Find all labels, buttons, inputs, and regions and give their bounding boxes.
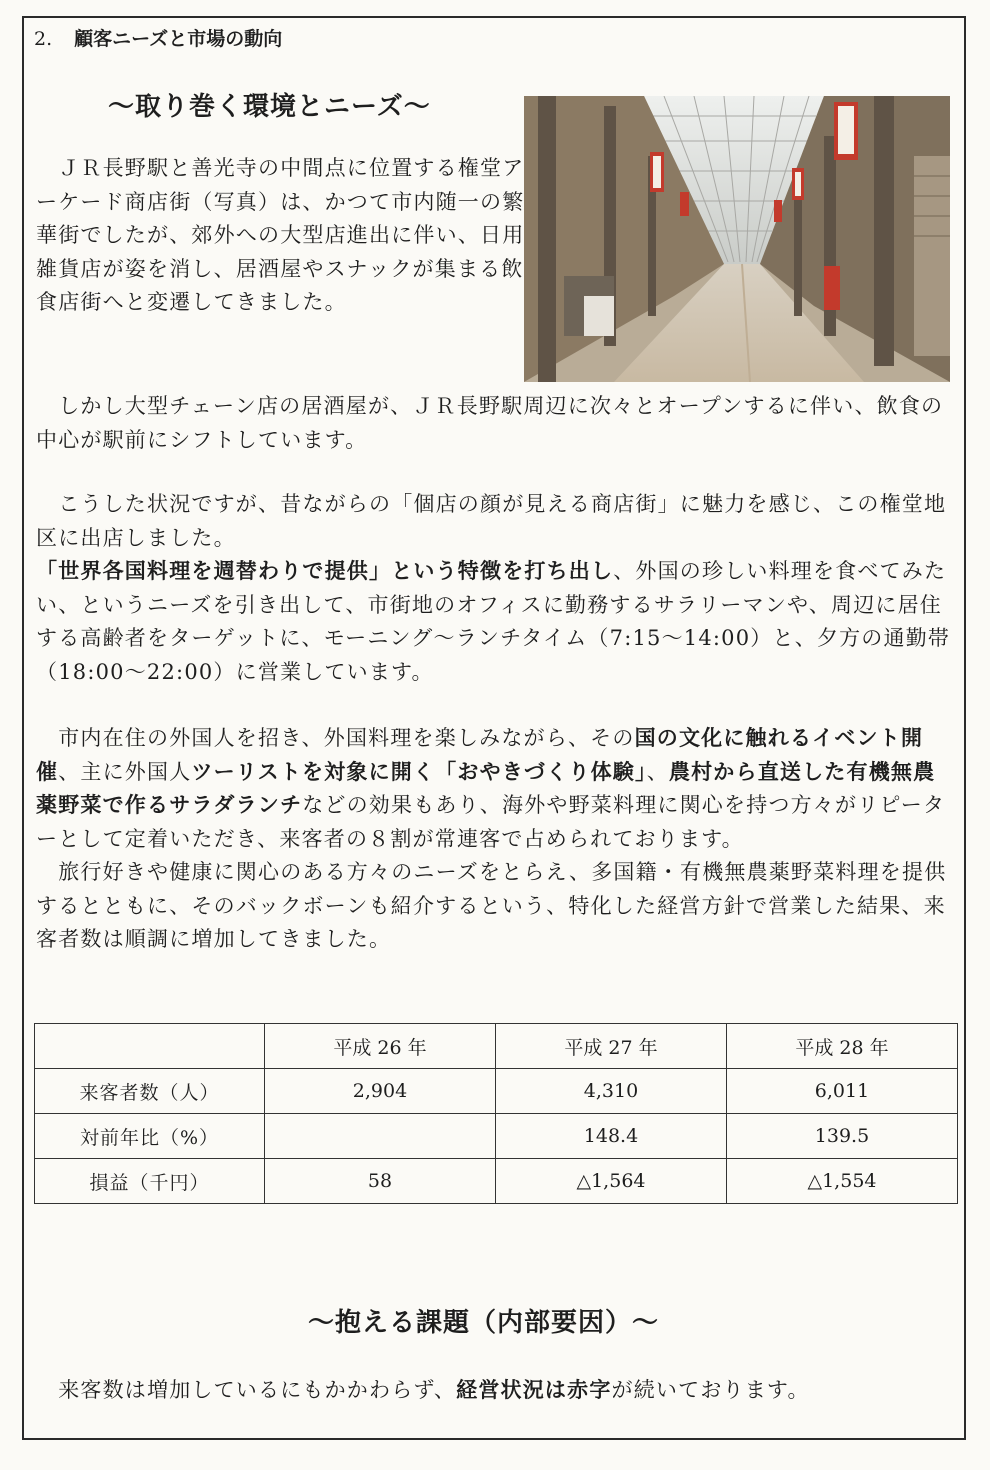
heading-internal-issues: ～抱える課題（内部要因）～ xyxy=(308,1308,660,1338)
section-number: 2. xyxy=(34,28,53,50)
table-cell: 148.4 xyxy=(496,1114,727,1159)
events-bold-3: 農村から直送した有機無農薬野菜で作るサラダランチ xyxy=(36,759,936,817)
paragraph-deficit xyxy=(36,1374,956,1408)
table-header-row xyxy=(35,1024,958,1069)
events-text-4: などの効果もあり、海外や野菜料理に関心を持つ方々がリピーターとして定着いただき、来客者の８割が常連客で占められております。 xyxy=(36,793,946,851)
table-header-cell: 平成 26 年 xyxy=(265,1024,496,1069)
results-text: 旅行好きや健康に関心のある方々のニーズをとらえ、多国籍・有機無農薬野菜料理を提供するとともに、そのバックボーンも紹介するという、特化した経営方針で営業した結果、来客者数は順調に増加してきました。 xyxy=(36,860,947,951)
events-text-3: 、 xyxy=(646,759,669,784)
deficit-text-2: が続いております。 xyxy=(611,1378,810,1402)
row-label: 来客者数（人） xyxy=(35,1069,265,1114)
table-row xyxy=(35,1114,958,1159)
paragraph-arcade-history-text: ＪＲ長野駅と善光寺の中間点に位置する権堂アーケード商店街（写真）は、かつて市内随一の繁華街でしたが、郊外への大型店進出に伴い、日用雑貨店が姿を消し、居酒屋やスナックが集まる飲食店街へと変遷してきました。 xyxy=(36,156,525,314)
paragraph-chain-competition xyxy=(36,390,956,457)
events-bold-1: 国の文化に触れるイベント開催 xyxy=(36,726,924,784)
events-bold-2: ツーリストを対象に開く「おやきづくり体験」 xyxy=(191,759,647,784)
table-cell: 6,011 xyxy=(727,1069,958,1114)
concept-intro-text: こうした状況ですが、昔ながらの「個店の顔が見える商店街」に魅力を感じ、この権堂地区に出店しました。 xyxy=(36,492,947,550)
table-header-cell: 平成 28 年 xyxy=(727,1024,958,1069)
table-cell: 4,310 xyxy=(496,1069,727,1114)
table-cell xyxy=(265,1114,496,1159)
arcade-photo xyxy=(524,96,950,382)
deficit-bold: 経営状況は赤字 xyxy=(456,1378,612,1402)
events-text-1: 市内在住の外国人を招き、外国料理を楽しみながら、その xyxy=(58,726,635,750)
section-title xyxy=(34,24,282,51)
concept-highlight-text: 「世界各国料理を週替わりで提供」という特徴を打ち出し xyxy=(36,559,614,583)
section-title-text: 顧客ニーズと市場の動向 xyxy=(74,28,283,50)
table-row xyxy=(35,1069,958,1114)
table-row xyxy=(35,1159,958,1204)
deficit-text-1: 来客数は増加しているにもかかわらず、 xyxy=(58,1378,457,1402)
customer-stats-table xyxy=(34,1023,958,1204)
table-cell: 139.5 xyxy=(727,1114,958,1159)
concept-detail-text: 、外国の珍しい料理を食べてみたい、というニーズを引き出して、市街地のオフィスに勤務するサラリーマンや、周辺に居住する高齢者をターゲットに、モーニング～ランチタイム（7:15～14:00）と、夕方の通勤帯（18:00～22:00）に営業しています。 xyxy=(36,559,951,684)
paragraph-events-and-results xyxy=(36,722,956,957)
table-cell: 2,904 xyxy=(265,1069,496,1114)
table-header-cell xyxy=(35,1024,265,1069)
table-cell: △1,554 xyxy=(727,1159,958,1204)
table-cell: △1,564 xyxy=(496,1159,727,1204)
row-label: 対前年比（%） xyxy=(35,1114,265,1159)
table-cell: 58 xyxy=(265,1159,496,1204)
table-header-cell: 平成 27 年 xyxy=(496,1024,727,1069)
heading-environment-needs: ～取り巻く環境とニーズ～ xyxy=(108,92,431,122)
row-label: 損益（千円） xyxy=(35,1159,265,1204)
events-text-2: 、主に外国人 xyxy=(58,759,192,784)
paragraph-chain-competition-text: しかし大型チェーン店の居酒屋が、ＪＲ長野駅周辺に次々とオープンするに伴い、飲食の中心が駅前にシフトしています。 xyxy=(36,394,944,452)
paragraph-arcade-history xyxy=(36,152,526,320)
paragraph-store-concept xyxy=(36,488,956,689)
